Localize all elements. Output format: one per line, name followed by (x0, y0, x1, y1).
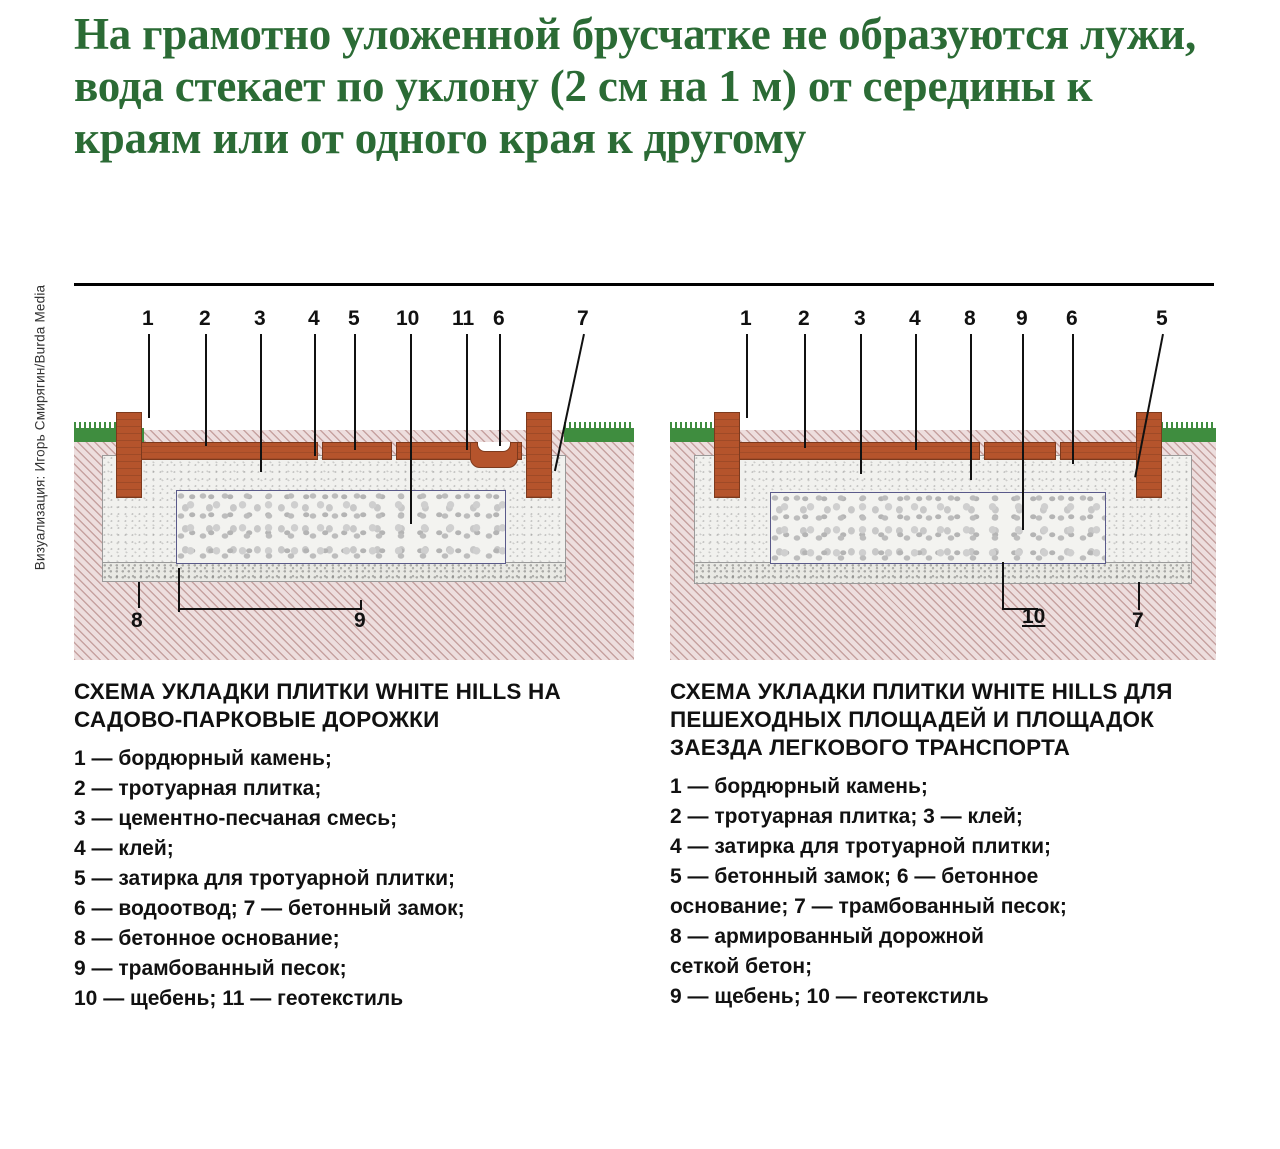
legend-item: основание; 7 — трамбованный песок; (670, 895, 1067, 919)
callout-number: 3 (254, 307, 266, 330)
callout-number: 4 (909, 307, 921, 330)
legend-item: 1 — бордюрный камень; (670, 775, 928, 799)
leader-line (148, 334, 150, 418)
left-diagram-illustration (74, 300, 634, 660)
leader-line (354, 334, 356, 450)
paver-slab-1 (730, 442, 980, 460)
callout-number: 1 (142, 307, 154, 330)
page-title: На грамотно уложенной брусчатке не образуются лужи, вода стекает по уклону (2 см на 1 м) от середины к краям или от одного края к другому (74, 9, 1197, 164)
legend-item: 1 — бордюрный камень; (74, 747, 332, 771)
callout-number: 10 (1022, 605, 1046, 628)
legend-item: 2 — тротуарная плитка; (74, 777, 322, 801)
gravel-layer-left (176, 490, 506, 564)
callout-number: 4 (308, 307, 320, 330)
left-column (74, 300, 634, 1014)
leader-line (205, 334, 207, 446)
leader-line (178, 568, 180, 612)
compacted-sand-right (694, 562, 1192, 584)
leader-line (804, 334, 806, 448)
leader-line (138, 582, 140, 608)
callout-number: 5 (348, 307, 360, 330)
legend-item: 6 — водоотвод; 7 — бетонный замок; (74, 897, 465, 921)
legend-item: 4 — затирка для тротуарной плитки; (670, 835, 1052, 859)
leader-line (314, 334, 316, 456)
callout-number: 8 (964, 307, 976, 330)
right-column (670, 300, 1216, 1013)
kerb-stone-right (526, 412, 552, 498)
callout-number: 9 (1016, 307, 1028, 330)
legend-item: 4 — клей; (74, 837, 174, 861)
gravel-layer-right (770, 492, 1106, 564)
legend-item: 9 — трамбованный песок; (74, 957, 347, 981)
callout-number: 9 (354, 609, 366, 632)
leader-line (1138, 582, 1140, 610)
legend-item: 5 — затирка для тротуарной плитки; (74, 867, 456, 891)
right-legend (670, 772, 1216, 1012)
kerb-stone-left (116, 412, 142, 498)
compacted-sand-left (102, 562, 566, 582)
legend-item: сеткой бетон; (670, 955, 813, 979)
callout-number: 6 (1066, 307, 1078, 330)
callout-number: 1 (740, 307, 752, 330)
left-legend (74, 744, 634, 1014)
callout-number: 8 (131, 609, 143, 632)
callout-number: 7 (577, 307, 589, 330)
leader-line (1002, 562, 1004, 610)
paver-slab-1 (132, 442, 318, 460)
callout-number: 3 (854, 307, 866, 330)
right-caption-title: СХЕМА УКЛАДКИ ПЛИТКИ WHITE HILLS ДЛЯ ПЕШЕХОДНЫХ ПЛОЩАДЕЙ И ПЛОЩАДОК ЗАЕЗДА ЛЕГКОВОГО ТРАНСПОРТА (670, 679, 1173, 761)
callout-number: 5 (1156, 307, 1168, 330)
callout-number: 6 (493, 307, 505, 330)
left-caption-title: СХЕМА УКЛАДКИ ПЛИТКИ WHITE HILLS НА САДОВО-ПАРКОВЫЕ ДОРОЖКИ (74, 679, 561, 733)
callout-number: 10 (396, 307, 420, 330)
paver-slab-2 (322, 442, 392, 460)
legend-item: 8 — бетонное основание; (74, 927, 340, 951)
right-diagram-illustration (670, 300, 1216, 660)
leader-line (1072, 334, 1074, 464)
leader-line (466, 334, 468, 450)
legend-item: 9 — щебень; 10 — геотекстиль (670, 985, 989, 1009)
legend-item: 2 — тротуарная плитка; 3 — клей; (670, 805, 1023, 829)
leader-line (915, 334, 917, 450)
callout-number: 7 (1132, 609, 1144, 632)
leader-line (499, 334, 501, 446)
drain-channel (470, 442, 518, 468)
callout-number: 2 (199, 307, 211, 330)
legend-item: 3 — цементно-песчаная смесь; (74, 807, 398, 831)
leader-line (1022, 334, 1024, 530)
callout-number: 2 (798, 307, 810, 330)
leader-line (860, 334, 862, 474)
leader-line (410, 334, 412, 524)
grass-right (564, 428, 634, 442)
leader-line (746, 334, 748, 418)
credit-line: Визуализация: Игорь Смирягин/Burda Media (32, 284, 48, 571)
horizontal-divider (74, 283, 1214, 286)
callout-number: 11 (452, 307, 475, 330)
legend-item: 8 — армированный дорожной (670, 925, 984, 949)
paver-slab-2 (984, 442, 1056, 460)
leader-line (970, 334, 972, 480)
legend-item: 10 — щебень; 11 — геотекстиль (74, 987, 404, 1011)
legend-item: 5 — бетонный замок; 6 — бетонное (670, 865, 1039, 889)
leader-line (260, 334, 262, 472)
kerb-stone-left (714, 412, 740, 498)
leader-line (178, 608, 360, 610)
